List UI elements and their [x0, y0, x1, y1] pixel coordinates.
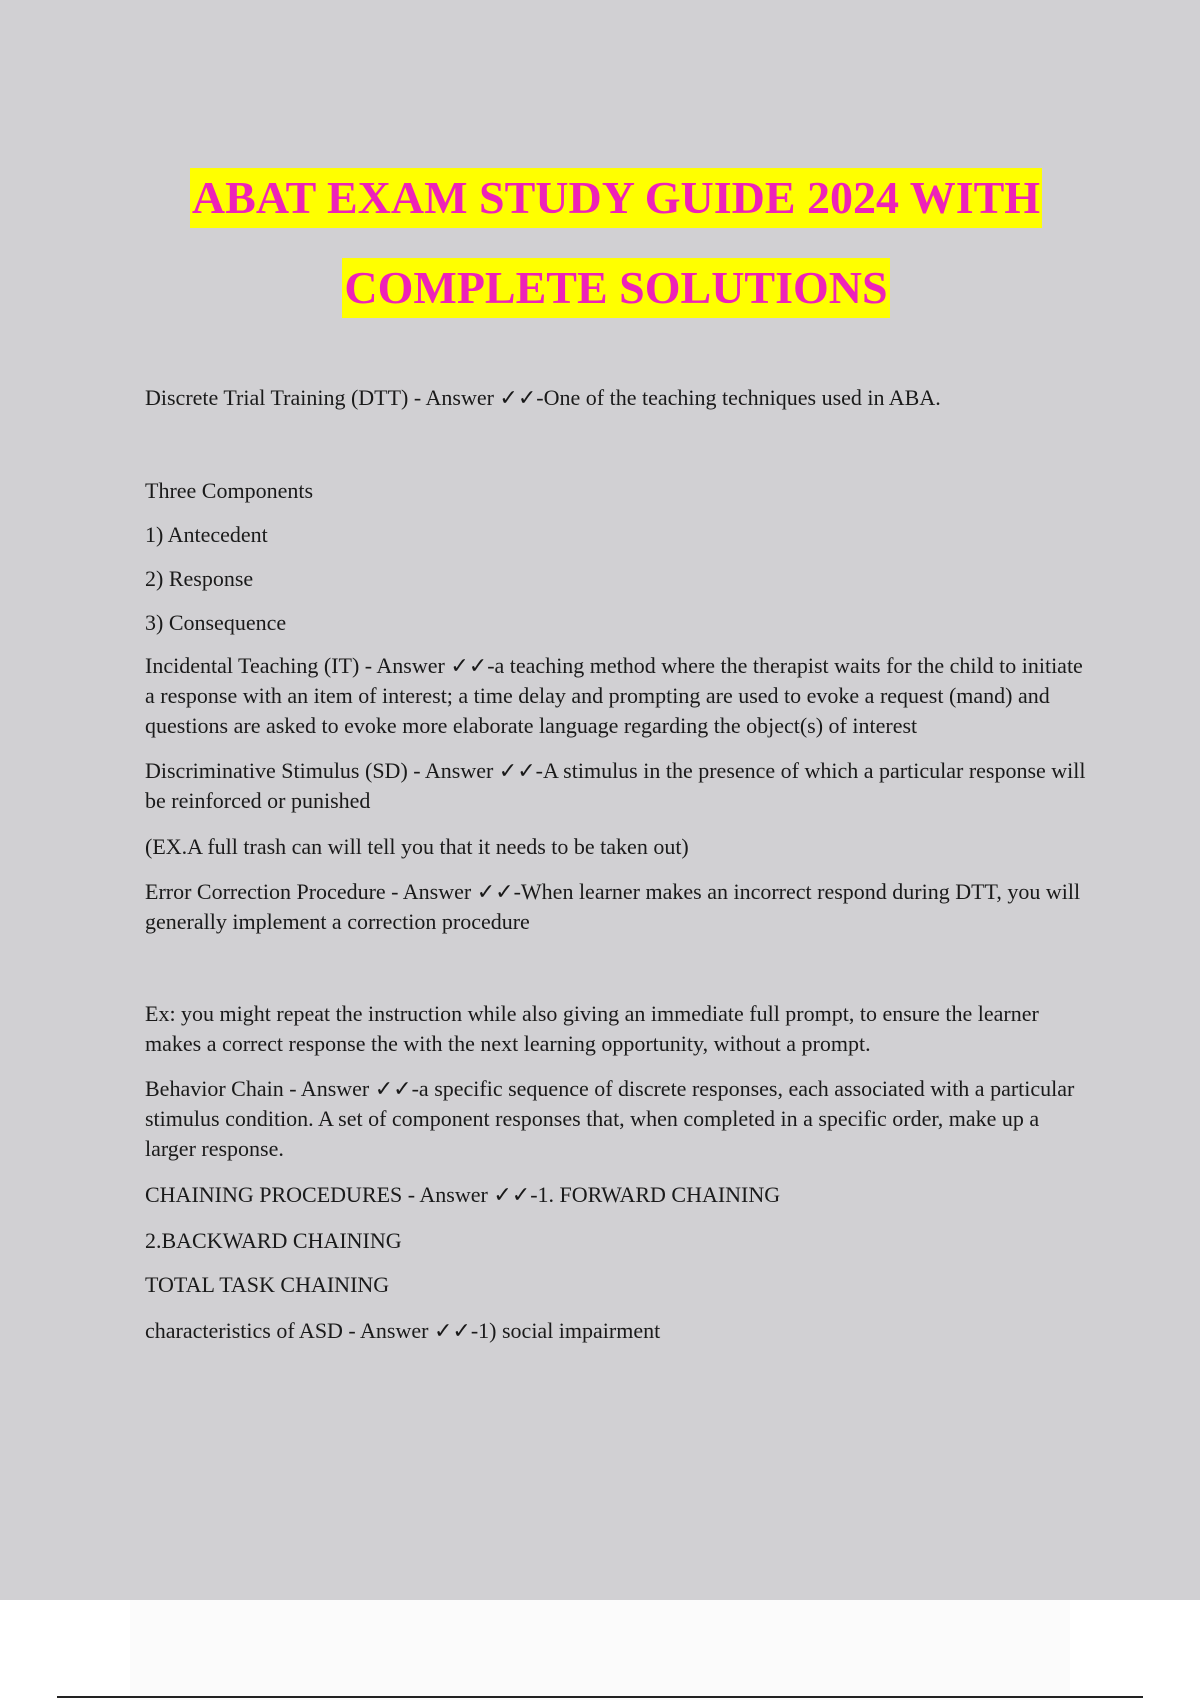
document-title — [0, 168, 1200, 318]
study-guide-body — [145, 382, 1095, 1346]
entry-error-correction-example: Ex: you might repeat the instruction while also giving an immediate full prompt, to ensure the learner makes a correct response the with the next learning opportunity, without a prompt. — [145, 1001, 1039, 1056]
next-page-strip — [130, 1600, 1070, 1700]
entry-total-task-chaining: TOTAL TASK CHAINING — [145, 1272, 390, 1297]
entry-error-correction: Error Correction Procedure - Answer ✓✓-When learner makes an incorrect respond during DTT, you will generally implement a correction procedure — [145, 879, 1081, 934]
entry-dtt: Discrete Trial Training (DTT) - Answer ✓✓-One of the teaching techniques used in ABA. — [145, 385, 941, 410]
title-line-2: COMPLETE SOLUTIONS — [342, 258, 889, 318]
entry-incidental-teaching: Incidental Teaching (IT) - Answer ✓✓-a teaching method where the therapist waits for the child to initiate a response with an item of interest; a time delay and prompting are used to evoke a request (mand) and questions are asked to evoke more elaborate language regarding the object(s) of interest — [145, 653, 1083, 738]
entry-backward-chaining: 2.BACKWARD CHAINING — [145, 1228, 402, 1253]
page-divider — [57, 1696, 1143, 1698]
entry-response: 2) Response — [145, 566, 254, 591]
entry-antecedent: 1) Antecedent — [145, 522, 268, 547]
entry-discriminative-stimulus: Discriminative Stimulus (SD) - Answer ✓✓-A stimulus in the presence of which a particular response will be reinforced or punished — [145, 758, 1086, 813]
entry-asd-characteristics: characteristics of ASD - Answer ✓✓-1) social impairment — [145, 1318, 661, 1343]
entry-trash-example: (EX.A full trash can will tell you that it needs to be taken out) — [145, 834, 689, 859]
entry-consequence: 3) Consequence — [145, 610, 287, 635]
entry-behavior-chain: Behavior Chain - Answer ✓✓-a specific sequence of discrete responses, each associated with a particular stimulus condition. A set of component responses that, when completed in a specific order, make up a larger response. — [145, 1076, 1075, 1161]
entry-three-components: Three Components — [145, 478, 314, 503]
title-line-1: ABAT EXAM STUDY GUIDE 2024 WITH — [190, 168, 1042, 228]
entry-chaining-procedures: CHAINING PROCEDURES - Answer ✓✓-1. FORWARD CHAINING — [145, 1182, 781, 1207]
